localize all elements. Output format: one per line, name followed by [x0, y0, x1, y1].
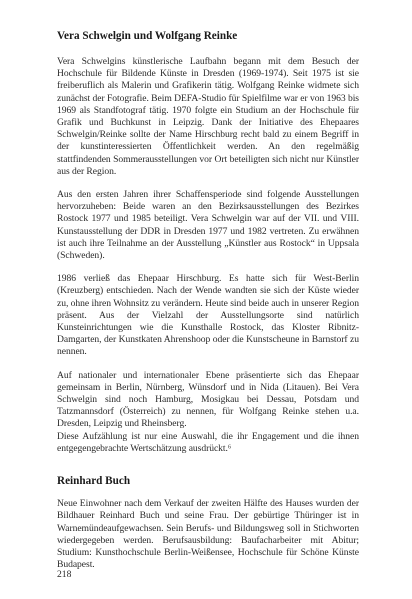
section-reinhard-buch	[57, 475, 359, 571]
page-number: 218	[57, 569, 72, 580]
paragraph: Vera Schwelgins künstlerische Laufbahn begann mit dem Besuch der Hochschule für Bildende Künste in Dresden (1969-1974). Seit 1975 ist sie freiberuflich als Malerin und Grafikerin tätig. Wolfgang Reinke widmete sich zunächst der Fotografie. Beim DEFA-Studio für Spielfilme war er von 1963 bis 1969 als Standfotograf tätig. 1970 folgte ein Studium an der Hochschule für Grafik und Buchkunst in Leipzig. Dank der Initiative des Ehepaares Schwelgin/Reinke sollte der Name Hirschburg recht bald zu einem Begriff in der kunstinteressierten Öffentlichkeit werden. An den regelmäßig stattfindenden Sommerausstellungen vor Ort beteiligten sich nicht nur Künstler aus der Region.	[57, 56, 359, 177]
section-schwelgin-reinke	[57, 30, 359, 455]
paragraph: Diese Aufzählung ist nur eine Auswahl, die ihr Engagement und die ihnen entgegengebrachte Wertschätzung ausdrückt.⁶	[57, 430, 359, 454]
page-content	[57, 30, 359, 571]
paragraph: 1986 verließ das Ehepaar Hirschburg. Es hatte sich für West-Berlin (Kreuzberg) entschieden. Nach der Wende wandten sie sich der Küste wieder zu, ohne ihren Wohnsitz zu verändern. Heute sind beide auch in unserer Region präsent. Aus der Vielzahl der Ausstellungsorte sind natürlich Kunsteinrichtungen wie die Kunsthalle Rostock, das Kloster Ribnitz-Damgarten, der Kunstkaten Ahrenshoop oder die Kunstscheune in Barnstorf zu nennen.	[57, 273, 359, 358]
paragraph: Aus den ersten Jahren ihrer Schaffensperiode sind folgende Ausstellungen hervorzuheben: Beide waren an den Bezirksausstellungen des Bezirkes Rostock 1977 und 1985 beteiligt. Vera Schwelgin war auf der VII. und VIII. Kunstausstellung der DDR in Dresden 1977 und 1982 vertreten. Zu erwähnen ist auch ihre Teilnahme an der Ausstellung „Künstler aus Rostock“ in Uppsala (Schweden).	[57, 189, 359, 262]
section-heading: Reinhard Buch	[57, 475, 131, 488]
paragraph: Neue Einwohner nach dem Verkauf der zweiten Hälfte des Hauses wurden der Bildhauer Reinhard Buch und seine Frau. Der gebürtige Thüringer ist in Warnemündeaufgewachsen. Sein Berufs- und Bildungsweg soll in Stichworten wiedergegeben werden. Berufsausbildung: Baufacharbeiter mit Abitur; Studium: Kunsthochschule Berlin-Weißensee, Hochschule für Schöne Künste Budapest.	[57, 498, 359, 571]
section-heading: Vera Schwelgin und Wolfgang Reinke	[57, 30, 238, 42]
paragraph: Auf nationaler und internationaler Ebene präsentierte sich das Ehepaar gemeinsam in Berlin, Nürnberg, Wünsdorf und in Nida (Litauen). Bei Vera Schwelgin sind noch Hamburg, Mosigkau bei Dessau, Potsdam und Tatzmannsdorf (Österreich) zu nennen, für Wolfgang Reinke stehen u.a. Dresden, Leipzig und Rheinsberg.	[57, 369, 359, 430]
